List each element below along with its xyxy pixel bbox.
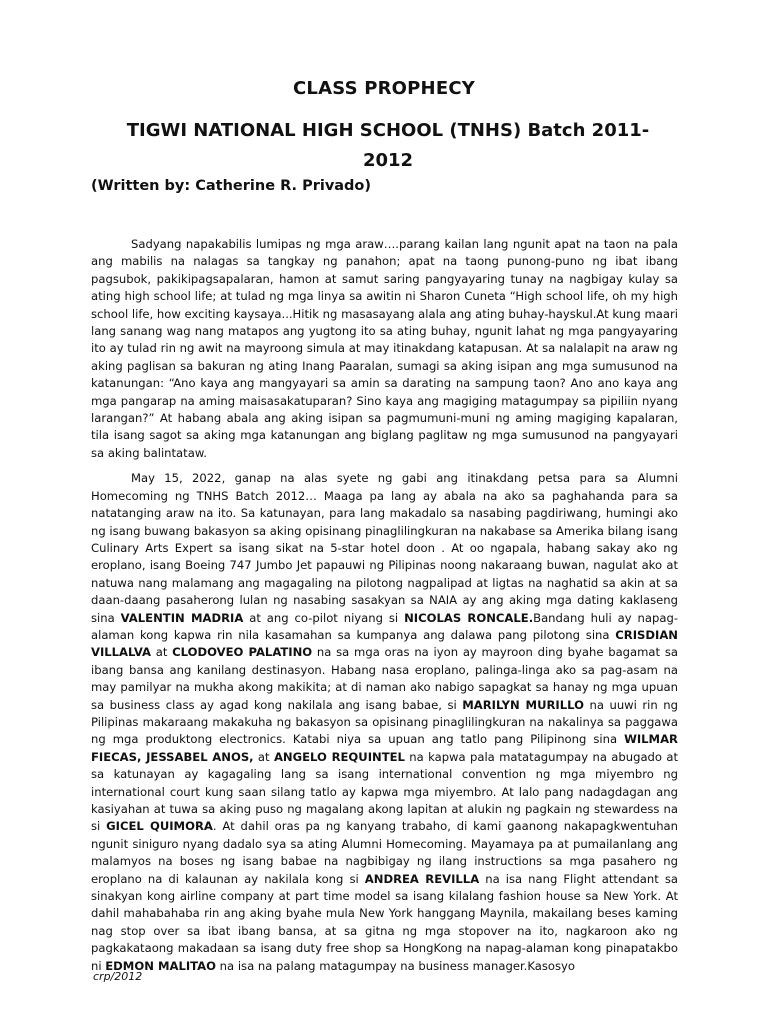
school-batch-heading: TIGWI NATIONAL HIGH SCHOOL (TNHS) Batch 2011-2012	[126, 120, 650, 171]
document-title: CLASS PROPHECY	[293, 78, 475, 99]
paragraph-homecoming	[91, 470, 678, 975]
classmate-name: MARILYN MURILLO	[462, 697, 584, 712]
classmate-name: VALENTIN MADRIA	[120, 610, 244, 625]
text-run: na isa nang Flight attendant sa sinakyan kong airline company at part time model sa isang kilalang fashion house sa New York. At dahil mahabahaba rin ang aking byahe mula New York hanggang Maynila, makailang beses kaming nag stop over sa ibat ibang bansa, at sa gitna ng mga stopover na ito, nagkaroon ako ng pagkakataong makadaan sa isang duty free shop sa HongKong na napag-alaman kong pinapatakbo ni	[91, 871, 678, 973]
text-run: at ang co-pilot niyang si	[243, 610, 405, 625]
text-run: at	[253, 749, 274, 764]
text-run: na isa na palang matagumpay na business manager.Kasosyo	[216, 958, 575, 973]
text-run: at	[150, 645, 173, 660]
text-run: . At dahil oras pa ng kanyang trabaho, di kami gaanong nakapagkwentuhan ngunit siniguro nyang dadalo sya sa ating Alumni Homecoming. Mayamaya pa at pumailanlang ang malamyos na boses ng isang babae na nagbibigay ng ilang instructions sa mga pasahero ng eroplano na di kalaunan ay nakilala kong si	[91, 819, 678, 886]
text-run: May 15, 2022, ganap na alas syete ng gabi ang itinakdang petsa para sa Alumni Homecoming ng TNHS Batch 2012… Maaga pa lang ay abala na ako sa paghahanda para sa natatanging araw na ito. Sa katunayan, para lang makadalo sa nasabing pagdiriwang, humingi ako ng isang buwang bakasyon sa aking opisinang pinaglilingkuran na nakabase sa Amerika bilang isang Culinary Arts Expert sa isang sikat na 5-star hotel doon . At oo ngapala, habang sakay ako ng eroplano, isang Boeing 747 Jumbo Jet papauwi ng Pilipinas noong nakaraang buwan, nagulat ako at natuwa nang malamang ang magagaling na pilotong nagpalipad at ligtas na naghatid sa akin at sa daan-daang pasaherong lulan ng nasabing sasakyan sa NAIA ay ang aking mga dating kaklaseng sina	[91, 471, 678, 625]
author-line: (Written by: Catherine R. Privado)	[91, 178, 372, 194]
text-run: na uuwi rin ng Pilipinas makaraang makakuha ng bakasyon sa opisinang pinaglilingkuran na nakalinya sa paggawa ng mga produktong electronics. Katabi niya sa upuan ang tatlo pang Pilipinong sina	[91, 697, 678, 747]
classmate-name: CRISDIAN VILLALVA	[91, 627, 678, 660]
classmate-name: NICOLAS RONCALE.	[404, 610, 534, 625]
classmate-name: EDMON MALITAO	[105, 958, 216, 973]
classmate-name: ANGELO REQUINTEL	[273, 749, 405, 764]
classmate-name: GICEL QUIMORA	[106, 819, 213, 834]
text-run: Bandang huli ay napag-alaman kong kapwa rin nila kasamahan sa kumpanya ang dalawa pang pilotong sina	[91, 610, 678, 642]
footer-label: crp/2012	[93, 970, 143, 983]
text-run: na kapwa pala matatagumpay na abugado at sa katunayan ay kagagaling lang sa isang international convention ng mga miyembro ng international court kung saan silang tatlo ay kapwa mga miyembro. At lalo pang nadagdagan ang kasiyahan at tuwa sa aking puso ng magalang akong lapitan at alukin ng pagkain ng stewardess na si	[91, 749, 678, 834]
paragraph-intro: Sadyang napakabilis lumipas ng mga araw….parang kailan lang ngunit apat na taon na pala ang mabilis na nalagas sa tangkay ng panahon; apat na taong punong-puno ng ibat ibang pagsubok, pakikipagsapalaran, hamon at samut saring pangyayaring tunay na nagbigay kulay sa ating high school life; at tulad ng mga linya sa awitin ni Sharon Cuneta “High school life, oh my high school life, how exciting kaysaya...Hitik ng masasayang alala ang ating buhay-hayskul.At kung maari lang sanang wag nang matapos ang yugtong ito sa ating buhay, ngunit lahat ng mga pangyayaring ito ay tulad rin ng awit na mayroong simula at may itinakdang katapusan. At sa nalalapit na araw ng aking paglisan sa bakuran ng ating Inang Paaralan, sumagi sa aking isipan ang mga sumusunod na katanungan: “Ano kaya ang mangyayari sa amin sa darating na sampung taon? Ano ano kaya ang mga pangarap na aming maisasakatuparan? Sino kaya ang magiging matagumpay sa pipiliin nyang larangan?” At habang abala ang aking isipan sa pagmumuni-muni ng aming magiging kapalaran, tila isang sagot sa aking mga katanungan ang biglang paglitaw ng mga sumusunod na pangyayari sa aking balintataw.	[91, 237, 678, 460]
classmate-name: WILMAR FIECAS, JESSABEL ANOS,	[91, 732, 678, 764]
prophecy-body	[91, 236, 678, 983]
classmate-name: CLODOVEO PALATINO	[172, 645, 313, 660]
classmate-name: ANDREA REVILLA	[364, 871, 480, 886]
text-run: na sa mga oras na iyon ay mayroon ding byahe bagamat sa ibang bansa ang kanilang destinasyon. Habang nasa eroplano, palinga-linga ako sa pag-asam na may pamilyar na mukha akong makikita; at di naman ako nabigo sapagkat sa hanay ng mga upuan sa business class ay agad kong nakilala ang isang babae, si	[91, 645, 678, 712]
